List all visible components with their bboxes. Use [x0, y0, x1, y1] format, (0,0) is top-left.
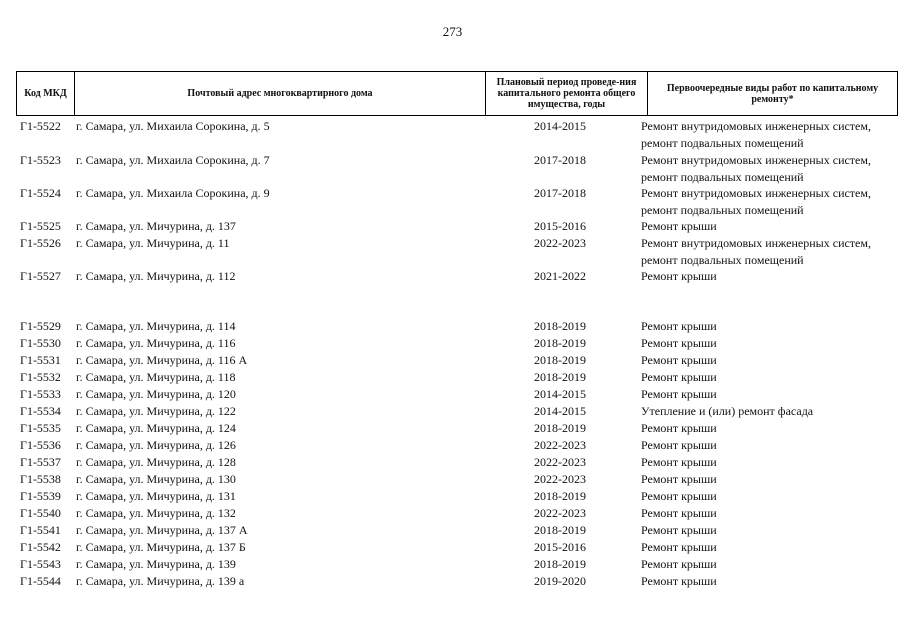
cell-period: 2018-2019: [534, 557, 586, 571]
cell-works-line: Ремонт внутридомовых инженерных систем,: [641, 153, 871, 167]
cell-works: [641, 318, 899, 335]
cell-period: 2021-2022: [534, 269, 586, 283]
cell-period: 2018-2019: [534, 489, 586, 503]
cell-works-line: Ремонт крыши: [641, 269, 717, 283]
cell-works: [641, 437, 899, 454]
cell-period: 2018-2019: [534, 370, 586, 384]
cell-period: 2022-2023: [534, 472, 586, 486]
header-period: Плановый период проведе-ния капитального ремонта общего имущества, годы: [485, 72, 647, 115]
cell-address: г. Самара, ул. Мичурина, д. 120: [76, 387, 236, 401]
cell-works: [641, 573, 899, 590]
cell-address: г. Самара, ул. Мичурина, д. 131: [76, 489, 236, 503]
cell-address: г. Самара, ул. Мичурина, д. 128: [76, 455, 236, 469]
page-number: 273: [442, 24, 463, 39]
header-works: Первоочередные виды работ по капитальному ремонту*: [647, 72, 897, 115]
cell-works-line: Ремонт крыши: [641, 472, 717, 486]
cell-code: Г1-5541: [20, 523, 61, 537]
cell-works-line: Ремонт внутридомовых инженерных систем,: [641, 119, 871, 133]
cell-works: [641, 471, 899, 488]
cell-works: [641, 556, 899, 573]
cell-code: Г1-5523: [20, 153, 61, 167]
cell-period: 2015-2016: [534, 219, 586, 233]
cell-code: Г1-5534: [20, 404, 61, 418]
cell-address: г. Самара, ул. Мичурина, д. 116: [76, 336, 236, 350]
cell-code: Г1-5524: [20, 186, 61, 200]
cell-works: [641, 352, 899, 369]
cell-period: 2014-2015: [534, 387, 586, 401]
cell-works-line: ремонт подвальных помещений: [641, 136, 804, 150]
cell-works-line: Ремонт крыши: [641, 574, 717, 588]
cell-code: Г1-5538: [20, 472, 61, 486]
cell-works-line: Ремонт крыши: [641, 523, 717, 537]
cell-period: 2018-2019: [534, 523, 586, 537]
cell-address: г. Самара, ул. Мичурина, д. 114: [76, 319, 236, 333]
cell-works: [641, 152, 899, 186]
cell-code: Г1-5544: [20, 574, 61, 588]
cell-code: Г1-5536: [20, 438, 61, 452]
cell-period: 2018-2019: [534, 319, 586, 333]
cell-code: Г1-5525: [20, 219, 61, 233]
cell-period: 2015-2016: [534, 540, 586, 554]
cell-period: 2014-2015: [534, 404, 586, 418]
cell-period: 2019-2020: [534, 574, 586, 588]
cell-period: 2022-2023: [534, 455, 586, 469]
cell-address: г. Самара, ул. Мичурина, д. 130: [76, 472, 236, 486]
cell-works: [641, 539, 899, 556]
cell-works-line: Ремонт внутридомовых инженерных систем,: [641, 236, 871, 250]
cell-period: 2018-2019: [534, 353, 586, 367]
cell-works-line: Ремонт крыши: [641, 387, 717, 401]
cell-works-line: Ремонт крыши: [641, 438, 717, 452]
cell-works-line: Ремонт крыши: [641, 421, 717, 435]
cell-works-line: Ремонт внутридомовых инженерных систем,: [641, 186, 871, 200]
cell-address: г. Самара, ул. Михаила Сорокина, д. 9: [76, 186, 270, 200]
cell-code: Г1-5531: [20, 353, 61, 367]
cell-address: г. Самара, ул. Михаила Сорокина, д. 7: [76, 153, 270, 167]
cell-address: г. Самара, ул. Михаила Сорокина, д. 5: [76, 119, 270, 133]
cell-code: Г1-5530: [20, 336, 61, 350]
cell-works-line: Ремонт крыши: [641, 540, 717, 554]
cell-works-line: Ремонт крыши: [641, 353, 717, 367]
cell-code: Г1-5526: [20, 236, 61, 250]
cell-address: г. Самара, ул. Мичурина, д. 116 А: [76, 353, 248, 367]
cell-period: 2014-2015: [534, 119, 586, 133]
cell-address: г. Самара, ул. Мичурина, д. 11: [76, 236, 230, 250]
cell-works: [641, 403, 899, 420]
cell-code: Г1-5527: [20, 269, 61, 283]
cell-works-line: Ремонт крыши: [641, 455, 717, 469]
cell-works-line: Ремонт крыши: [641, 370, 717, 384]
cell-works: [641, 268, 899, 285]
cell-period: 2018-2019: [534, 421, 586, 435]
cell-period: 2022-2023: [534, 438, 586, 452]
cell-works-line: Ремонт крыши: [641, 319, 717, 333]
cell-code: Г1-5529: [20, 319, 61, 333]
cell-works: [641, 218, 899, 235]
cell-address: г. Самара, ул. Мичурина, д. 137 А: [76, 523, 248, 537]
cell-works: [641, 454, 899, 471]
cell-period: 2017-2018: [534, 153, 586, 167]
cell-works-line: ремонт подвальных помещений: [641, 203, 804, 217]
cell-works: [641, 522, 899, 539]
cell-code: Г1-5543: [20, 557, 61, 571]
cell-period: 2022-2023: [534, 506, 586, 520]
cell-works-line: Ремонт крыши: [641, 506, 717, 520]
cell-address: г. Самара, ул. Мичурина, д. 126: [76, 438, 236, 452]
cell-works-line: Ремонт крыши: [641, 489, 717, 503]
cell-address: г. Самара, ул. Мичурина, д. 118: [76, 370, 236, 384]
cell-address: г. Самара, ул. Мичурина, д. 122: [76, 404, 236, 418]
header-address: Почтовый адрес многоквартирного дома: [74, 72, 485, 115]
cell-code: Г1-5535: [20, 421, 61, 435]
cell-code: Г1-5539: [20, 489, 61, 503]
cell-code: Г1-5532: [20, 370, 61, 384]
cell-works: [641, 118, 899, 152]
cell-address: г. Самара, ул. Мичурина, д. 137: [76, 219, 236, 233]
cell-address: г. Самара, ул. Мичурина, д. 112: [76, 269, 236, 283]
cell-works-line: ремонт подвальных помещений: [641, 253, 804, 267]
cell-works: [641, 235, 899, 269]
cell-works: [641, 185, 899, 219]
cell-code: Г1-5537: [20, 455, 61, 469]
cell-address: г. Самара, ул. Мичурина, д. 137 Б: [76, 540, 246, 554]
cell-address: г. Самара, ул. Мичурина, д. 132: [76, 506, 236, 520]
cell-code: Г1-5533: [20, 387, 61, 401]
cell-works-line: Утепление и (или) ремонт фасада: [641, 404, 814, 418]
cell-works-line: Ремонт крыши: [641, 219, 717, 233]
cell-period: 2017-2018: [534, 186, 586, 200]
cell-works-line: Ремонт крыши: [641, 557, 717, 571]
cell-works: [641, 505, 899, 522]
cell-address: г. Самара, ул. Мичурина, д. 139: [76, 557, 236, 571]
cell-code: Г1-5540: [20, 506, 61, 520]
cell-works: [641, 488, 899, 505]
cell-period: 2018-2019: [534, 336, 586, 350]
cell-works: [641, 386, 899, 403]
cell-works: [641, 335, 899, 352]
cell-works-line: Ремонт крыши: [641, 336, 717, 350]
cell-works: [641, 369, 899, 386]
cell-code: Г1-5542: [20, 540, 61, 554]
header-code: Код МКД: [24, 88, 67, 99]
cell-works: [641, 420, 899, 437]
cell-address: г. Самара, ул. Мичурина, д. 139 а: [76, 574, 245, 588]
cell-address: г. Самара, ул. Мичурина, д. 124: [76, 421, 236, 435]
cell-period: 2022-2023: [534, 236, 586, 250]
cell-code: Г1-5522: [20, 119, 61, 133]
cell-works-line: ремонт подвальных помещений: [641, 170, 804, 184]
